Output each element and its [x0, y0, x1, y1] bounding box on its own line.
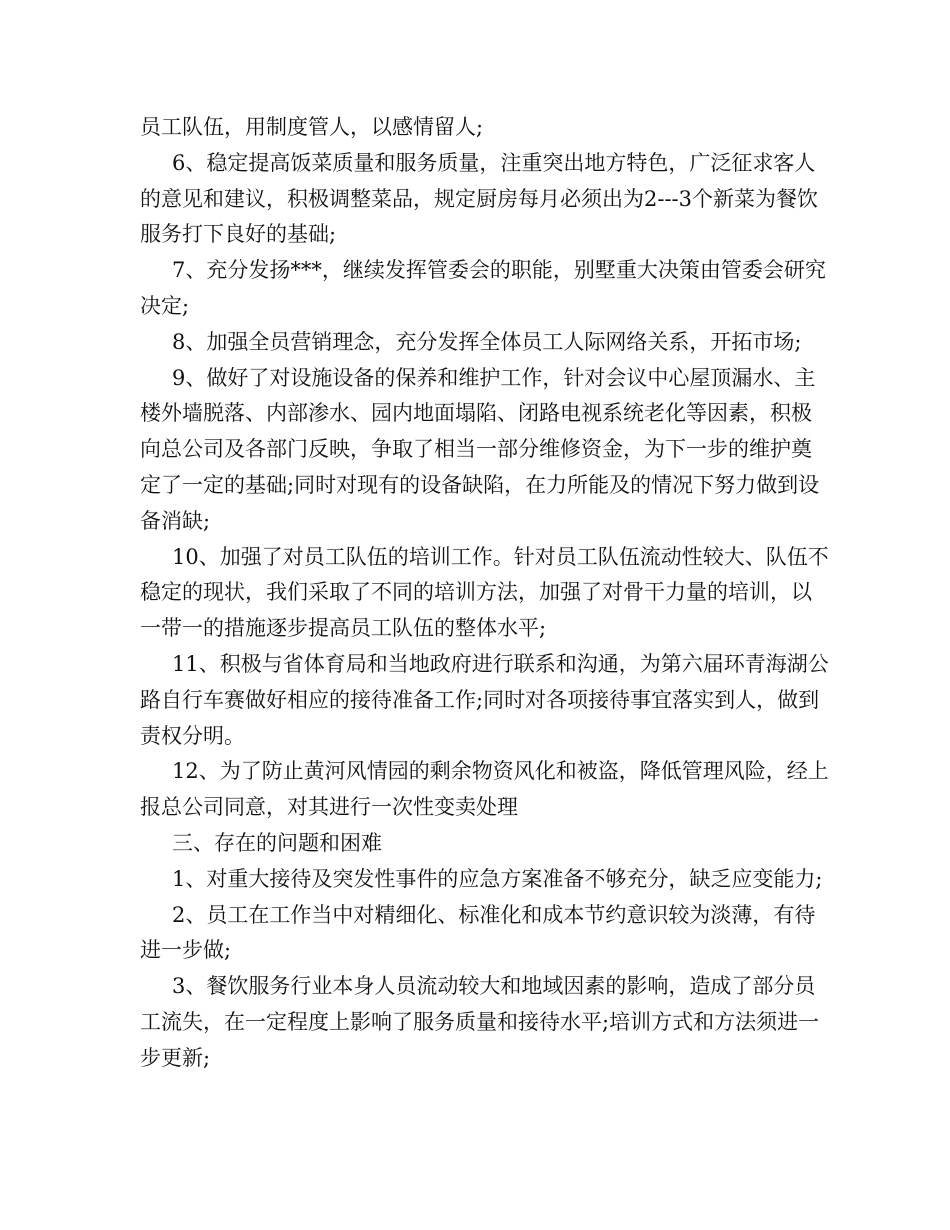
paragraph-item-11: 11、积极与省体育局和当地政府进行联系和沟通，为第六届环青海湖公路自行车赛做好相应的接待准备工作;同时对各项接待事宜落实到人，做到责权分明。 [140, 651, 829, 748]
paragraph-item-8: 8、加强全员营销理念，充分发挥全体员工人际网络关系，开拓市场; [172, 329, 802, 354]
paragraph-item-10: 10、加强了对员工队伍的培训工作。针对员工队伍流动性较大、队伍不稳定的现状，我们采取了不同的培训方法，加强了对骨干力量的培训，以一带一的措施逐步提高员工队伍的整体水平; [140, 544, 829, 641]
paragraph-problem-1: 1、对重大接待及突发性事件的应急方案准备不够充分，缺乏应变能力; [172, 866, 823, 891]
paragraph-item-7: 7、充分发扬***，继续发挥管委会的职能，别墅重大决策由管委会研究决定; [140, 258, 826, 318]
paragraph-item-6: 6、稳定提高饭菜质量和服务质量，注重突出地方特色，广泛征求客人的意见和建议，积极调整菜品，规定厨房每月必须出为2---3个新菜为餐饮服务打下良好的基础; [140, 150, 819, 247]
paragraph-problem-2: 2、员工在工作当中对精细化、标准化和成本节约意识较为淡薄，有待进一步做; [140, 902, 816, 963]
document-page [140, 110, 830, 1077]
paragraph-problem-3: 3、餐饮服务行业本身人员流动较大和地域因素的影响，造成了部分员工流失，在一定程度上影响了服务质量和接待水平;培训方式和方法须进一步更新; [140, 974, 820, 1070]
section-heading-problems: 三、存在的问题和困难 [172, 830, 382, 855]
paragraph-item-9: 9、做好了对设施设备的保养和维护工作，针对会议中心屋顶漏水、主楼外墙脱落、内部渗水、园内地面塌陷、闭路电视系统老化等因素，积极向总公司及各部门反映，争取了相当一部分维修资金，为下一步的维护奠定了一定的基础;同时对现有的设备缺陷，在力所能及的情况下努力做到设备消缺; [140, 365, 820, 533]
paragraph-item-12: 12、为了防止黄河风情园的剩余物资风化和被盗，降低管理风险，经上报总公司同意，对其进行一次性变卖处理 [140, 759, 829, 820]
paragraph-continuation: 员工队伍，用制度管人，以感情留人; [140, 115, 484, 139]
